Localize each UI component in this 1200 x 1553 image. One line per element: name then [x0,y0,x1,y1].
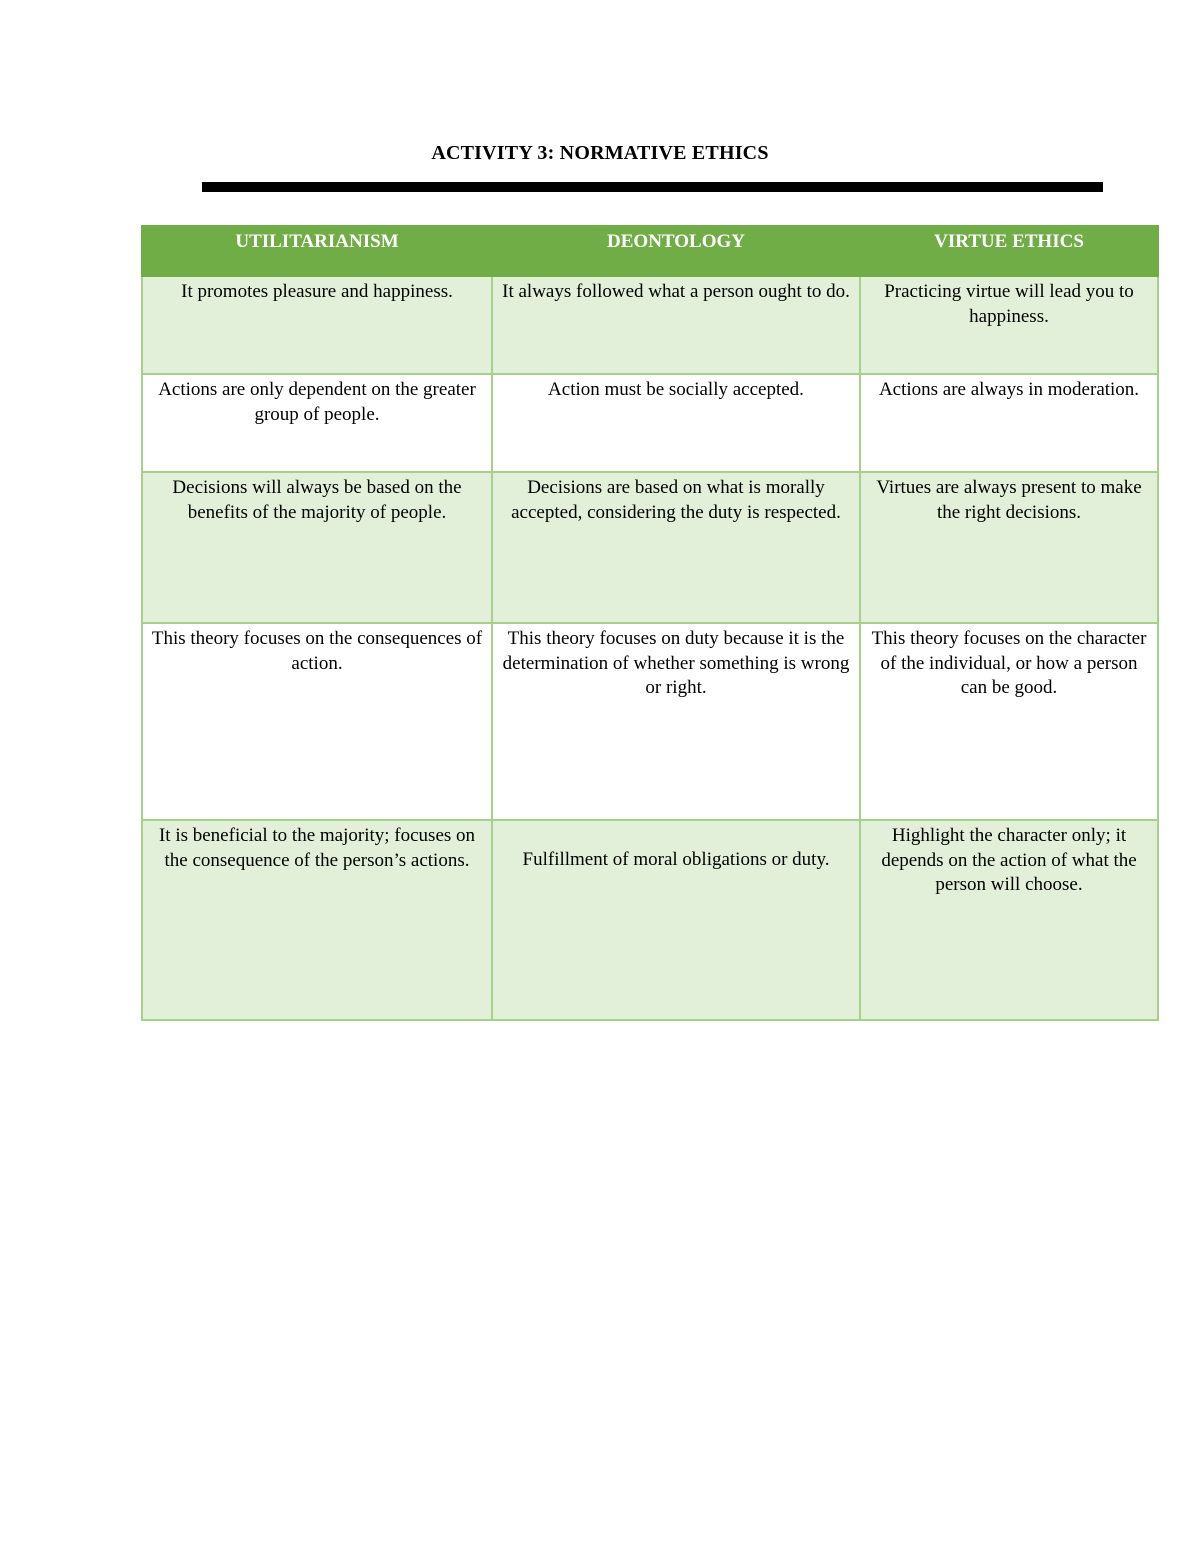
table-cell: This theory focuses on duty because it is the determination of whether something is wrong or right. [492,623,860,820]
table-cell: It promotes pleasure and happiness. [142,276,492,374]
table-row [142,374,1158,472]
table-cell: Action must be socially accepted. [492,374,860,472]
title-underline-rule [202,182,1103,192]
header-utilitarianism: UTILITARIANISM [142,226,492,276]
table-cell: This theory focuses on the character of the individual, or how a person can be good. [860,623,1158,820]
table-row [142,623,1158,820]
table-cell: Actions are always in moderation. [860,374,1158,472]
table-cell: Highlight the character only; it depends on the action of what the person will choose. [860,820,1158,1020]
table-cell: Decisions are based on what is morally accepted, considering the duty is respected. [492,472,860,623]
table-cell: Actions are only dependent on the greater group of people. [142,374,492,472]
table-row [142,276,1158,374]
normative-ethics-table [141,225,1159,1021]
table-row [142,472,1158,623]
header-virtue-ethics: VIRTUE ETHICS [860,226,1158,276]
table-cell: Virtues are always present to make the right decisions. [860,472,1158,623]
table-cell: It always followed what a person ought to do. [492,276,860,374]
table-cell: This theory focuses on the consequences of action. [142,623,492,820]
header-deontology: DEONTOLOGY [492,226,860,276]
table-cell: Decisions will always be based on the benefits of the majority of people. [142,472,492,623]
table-row [142,820,1158,1020]
table-cell: Practicing virtue will lead you to happiness. [860,276,1158,374]
table-header-row [142,226,1158,276]
table-cell: Fulfillment of moral obligations or duty. [492,820,860,1020]
page-title: ACTIVITY 3: NORMATIVE ETHICS [431,142,769,164]
table-cell: It is beneficial to the majority; focuses on the consequence of the person’s actions. [142,820,492,1020]
